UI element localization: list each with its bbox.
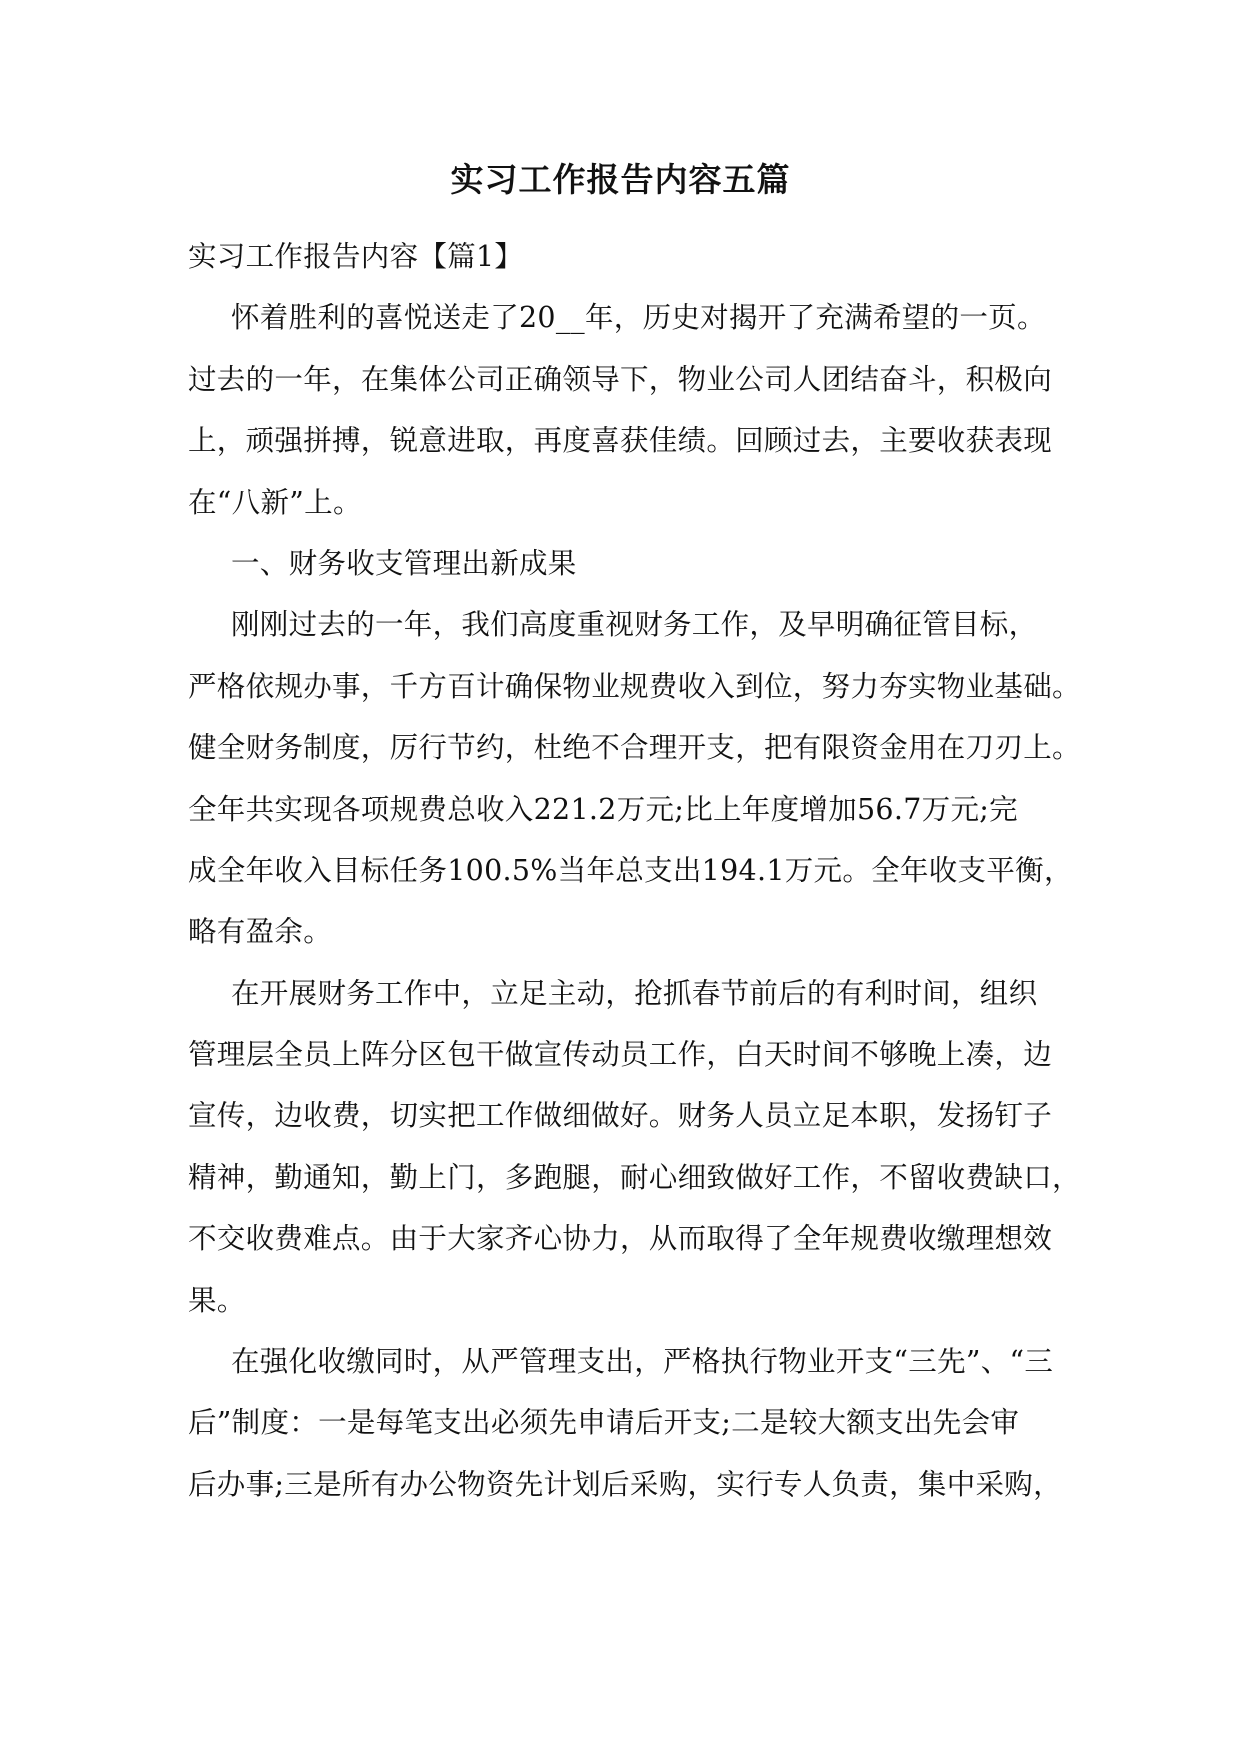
text-line: 过去的一年，在集体公司正确领导下，物业公司人团结奋斗，积极向 bbox=[188, 362, 1053, 396]
text-line: 宣传，边收费，切实把工作做细做好。财务人员立足本职，发扬钉子 bbox=[188, 1099, 1053, 1133]
text-line: 上，顽强拼搏，锐意进取，再度喜获佳绩。回顾过去，主要收获表现 bbox=[188, 424, 1053, 458]
text-line: 在强化收缴同时，从严管理支出，严格执行物业开支“三先”、“三 bbox=[231, 1345, 1054, 1379]
text-line: 不交收费难点。由于大家齐心协力，从而取得了全年规费收缴理想效 bbox=[188, 1222, 1053, 1256]
text-line: 后办事;三是所有办公物资先计划后采购，实行专人负责，集中采购， bbox=[188, 1467, 1062, 1501]
text-line: 在“八新”上。 bbox=[188, 485, 362, 519]
document-body bbox=[188, 226, 1081, 1515]
document-title: 实习工作报告内容五篇 bbox=[450, 160, 791, 199]
text-line: 严格依规办事，千方百计确保物业规费收入到位，努力夯实物业基础。 bbox=[188, 669, 1081, 703]
text-line: 略有盈余。 bbox=[188, 915, 333, 949]
text-line: 后”制度：一是每笔支出必须先申请后开支;二是较大额支出先会审 bbox=[188, 1406, 1020, 1440]
text-line: 管理层全员上阵分区包干做宣传动员工作，白天时间不够晚上凑，边 bbox=[188, 1038, 1053, 1072]
text-line: 一、财务收支管理出新成果 bbox=[231, 546, 577, 580]
text-line: 刚刚过去的一年，我们高度重视财务工作，及早明确征管目标， bbox=[231, 608, 1038, 642]
text-line: 实习工作报告内容【篇1】 bbox=[188, 240, 524, 273]
text-line: 怀着胜利的喜悦送走了20__年，历史对揭开了充满希望的一页。 bbox=[231, 301, 1046, 335]
text-line: 全年共实现各项规费总收入221.2万元;比上年度增加56.7万元;完 bbox=[188, 792, 1018, 826]
text-line: 在开展财务工作中，立足主动，抢抓春节前后的有利时间，组织 bbox=[231, 976, 1038, 1010]
text-line: 精神，勤通知，勤上门，多跑腿，耐心细致做好工作，不留收费缺口， bbox=[188, 1160, 1081, 1194]
text-line: 果。 bbox=[188, 1283, 246, 1317]
text-line: 成全年收入目标任务100.5%当年总支出194.1万元。全年收支平衡， bbox=[188, 853, 1073, 887]
text-line: 健全财务制度，厉行节约，杜绝不合理开支，把有限资金用在刀刃上。 bbox=[188, 731, 1081, 765]
